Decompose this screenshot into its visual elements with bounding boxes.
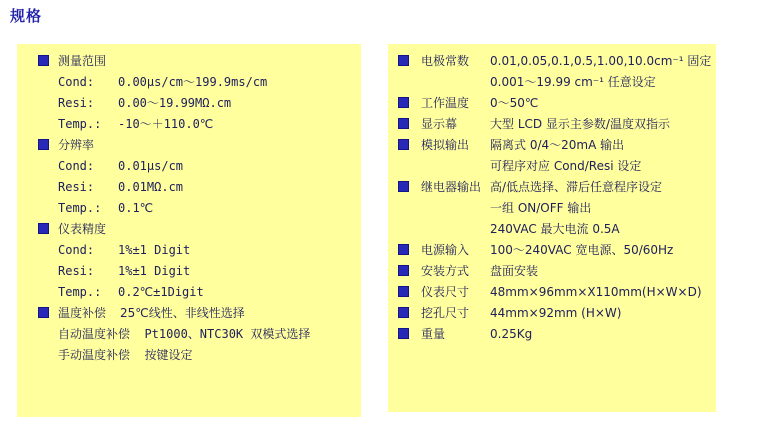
spec-row [17,92,361,113]
spec-value: 隔离式 0/4～20mA 输出 [490,138,625,152]
spec-row [388,50,716,71]
spec-label: Temp.: [58,116,102,131]
spec-value: 44mm×92mm (H×W) [490,305,622,320]
spec-label: Resi: [58,179,95,194]
spec-label: 挖孔尺寸 [421,306,470,320]
spec-row [388,281,716,302]
spec-value: 1%±1 Digit [118,242,191,257]
spec-label: 仪表尺寸 [421,285,470,299]
spec-row [17,176,361,197]
bullet-icon [398,181,409,192]
bullet-icon [398,139,409,150]
bullet-icon [398,286,409,297]
spec-value: 0.01MΩ.cm [118,179,184,194]
bullet-icon [398,328,409,339]
spec-value-continuation: 可程序对应 Cond/Resi 设定 [490,159,642,173]
spec-label: 工作温度 [421,96,470,110]
bullet-icon [398,118,409,129]
spec-label: Temp.: [58,284,102,299]
spec-row [388,260,716,281]
spec-row [17,155,361,176]
spec-row [17,134,361,155]
spec-label: 模拟输出 [421,138,470,152]
spec-row [17,218,361,239]
spec-row [388,134,716,155]
bullet-icon [398,244,409,255]
spec-label: Cond: [58,74,95,89]
bullet-icon [398,265,409,276]
page-title: 规格 [10,7,43,25]
spec-value: 1%±1 Digit [118,263,191,278]
bullet-icon [38,139,49,150]
spec-value: 0.00μs/cm～199.9ms/cm [118,75,268,89]
spec-row [388,92,716,113]
spec-row [17,344,361,365]
bullet-icon [398,55,409,66]
spec-text: 手动温度补偿 按键设定 [58,348,193,362]
spec-value: 48mm×96mm×X110mm(H×W×D) [490,284,702,299]
spec-value: 100～240VAC 宽电源、50/60Hz [490,243,674,257]
spec-label: 继电器输出 [421,180,482,194]
spec-row [17,71,361,92]
spec-label: 安装方式 [421,264,470,278]
spec-row [388,218,716,239]
spec-label: Cond: [58,158,95,173]
spec-value: 高/低点选择、滞后任意程序设定 [490,180,663,194]
spec-row [17,323,361,344]
spec-text: 自动温度补偿 Pt1000、NTC30K 双模式选择 [58,327,311,341]
spec-panel-left [17,44,361,417]
spec-row [17,197,361,218]
spec-row [17,281,361,302]
spec-value: 0～50℃ [490,96,539,110]
spec-row [388,71,716,92]
spec-row [388,302,716,323]
bullet-icon [38,307,49,318]
spec-value-continuation: 一组 ON/OFF 输出 [490,201,592,215]
section-value: 25℃线性、非线性选择 [120,306,245,320]
section-title: 仪表精度 [58,222,107,236]
spec-label: Temp.: [58,200,102,215]
spec-label: 电源输入 [421,243,470,257]
spec-label: 显示幕 [421,117,458,131]
section-title: 测量范围 [58,54,107,68]
spec-value: 盘面安装 [490,264,539,278]
spec-row [388,197,716,218]
spec-row [388,155,716,176]
section-title: 温度补偿 [58,306,107,320]
spec-panel-right [388,44,716,412]
spec-value: 0.1℃ [118,200,154,215]
spec-label: 电极常数 [421,54,470,68]
bullet-icon [38,55,49,66]
spec-row [388,323,716,344]
spec-label: Cond: [58,242,95,257]
spec-value: -10～＋110.0℃ [118,117,214,131]
spec-value: 0.01μs/cm [118,158,184,173]
spec-row [17,260,361,281]
spec-row [388,113,716,134]
bullet-icon [398,97,409,108]
spec-value: 0.2℃±1Digit [118,284,204,299]
spec-row [17,302,361,323]
bullet-icon [398,307,409,318]
spec-value: 0.01,0.05,0.1,0.5,1.00,10.0cm⁻¹ 固定 [490,54,712,68]
section-title: 分辨率 [58,138,95,152]
spec-value: 0.00～19.99MΩ.cm [118,96,232,110]
spec-label: 重量 [421,327,446,341]
bullet-icon [38,223,49,234]
spec-value: 大型 LCD 显示主参数/温度双指示 [490,117,670,131]
spec-label: Resi: [58,263,95,278]
spec-value: 0.25Kg [490,326,533,341]
spec-row [388,176,716,197]
spec-row [388,239,716,260]
spec-row [17,239,361,260]
spec-value-continuation: 240VAC 最大电流 0.5A [490,222,620,236]
spec-row [17,113,361,134]
spec-value-continuation: 0.001～19.99 cm⁻¹ 任意设定 [490,75,656,89]
spec-row [17,50,361,71]
spec-label: Resi: [58,95,95,110]
